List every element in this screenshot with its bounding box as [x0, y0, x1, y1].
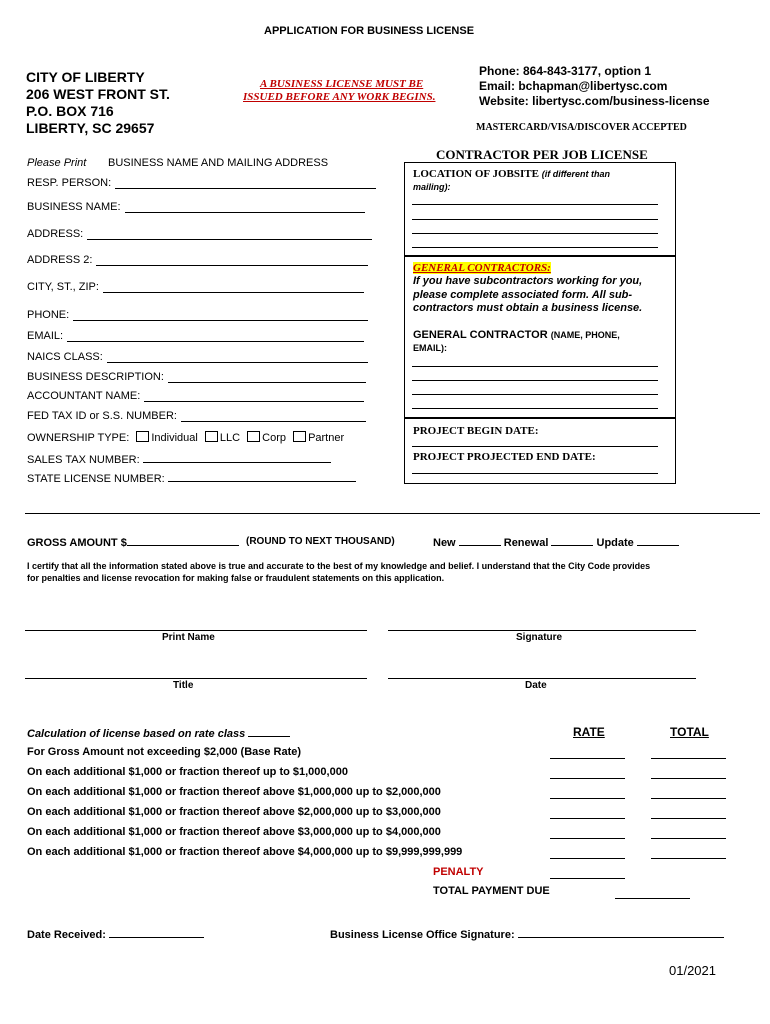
sales-tax-blank[interactable]	[143, 452, 331, 463]
field-blank-line[interactable]	[107, 362, 368, 363]
date-received-row	[27, 927, 204, 941]
gc-note2: EMAIL):	[413, 343, 447, 353]
renewal-label: Renewal	[503, 537, 549, 549]
rate-line[interactable]	[550, 818, 625, 819]
print-name-label: Print Name	[162, 632, 215, 643]
ownership-individual-label: Individual	[151, 432, 198, 444]
gc-label: GENERAL CONTRACTOR	[413, 329, 548, 341]
title-label: Title	[173, 680, 194, 691]
field-blank-line[interactable]	[144, 401, 364, 402]
calc-row-label: On each additional $1,000 or fraction thereof above $4,000,000 up to $9,999,999,999	[27, 846, 463, 858]
contractor-title: CONTRACTOR PER JOB LICENSE	[436, 147, 648, 162]
total-line[interactable]	[651, 798, 726, 799]
signature-line[interactable]	[388, 630, 696, 631]
new-blank[interactable]	[459, 535, 501, 546]
state-license-field[interactable]	[27, 471, 356, 485]
new-label: New	[433, 537, 456, 549]
update-label: Update	[596, 537, 634, 549]
certify-line1: I certify that all the information stated above is true and accurate to the best of my knowledge and belief. I understand that the City Code provides	[27, 561, 651, 571]
total-line[interactable]	[651, 838, 726, 839]
field-row-2[interactable]	[27, 228, 83, 240]
office-signature-label: Business License Office Signature:	[330, 929, 515, 941]
contact-email[interactable]: Email: bchapman@libertysc.com	[479, 79, 668, 93]
field-label: ACCOUNTANT NAME:	[27, 390, 141, 402]
field-row-3[interactable]	[27, 254, 92, 266]
field-label: RESP. PERSON:	[27, 177, 112, 189]
gc-text-line1: If you have subcontractors working for you,	[413, 275, 643, 287]
jobsite-line-1[interactable]	[412, 204, 658, 205]
rate-line[interactable]	[550, 798, 625, 799]
license-notice-line1: A BUSINESS LICENSE MUST BE	[260, 78, 424, 90]
gc-line-4[interactable]	[412, 408, 658, 409]
date-received-label: Date Received:	[27, 929, 106, 941]
total-header: TOTAL	[670, 725, 709, 739]
field-label: BUSINESS NAME:	[27, 201, 121, 213]
field-blank-line[interactable]	[67, 341, 364, 342]
gc-line-1[interactable]	[412, 366, 658, 367]
ownership-type-label: OWNERSHIP TYPE:	[27, 432, 130, 444]
field-label: NAICS CLASS:	[27, 351, 103, 363]
city-street: 206 WEST FRONT ST.	[26, 86, 170, 102]
field-row-9[interactable]	[27, 390, 140, 402]
title-line[interactable]	[25, 678, 367, 679]
calc-row-label: On each additional $1,000 or fraction thereof above $2,000,000 up to $3,000,000	[27, 806, 441, 818]
sales-tax-label: SALES TAX NUMBER:	[27, 454, 140, 466]
project-begin-line[interactable]	[412, 446, 658, 447]
ownership-corp-checkbox[interactable]	[247, 431, 260, 442]
field-row-10[interactable]	[27, 410, 177, 422]
state-license-blank[interactable]	[168, 471, 356, 482]
ownership-partner-label: Partner	[308, 432, 345, 444]
rate-line[interactable]	[550, 838, 625, 839]
date-label: Date	[525, 680, 547, 691]
calc-heading-row	[27, 726, 290, 740]
calc-heading: Calculation of license based on rate class	[27, 728, 246, 740]
ownership-llc-label: LLC	[219, 432, 241, 444]
ownership-type-row	[27, 431, 344, 444]
gc-label-row	[413, 329, 620, 341]
general-contractors-title: GENERAL CONTRACTORS:	[413, 262, 551, 274]
field-blank-line[interactable]	[87, 239, 372, 240]
office-signature-blank[interactable]	[518, 927, 724, 938]
total-line[interactable]	[651, 758, 726, 759]
state-license-label: STATE LICENSE NUMBER:	[27, 473, 165, 485]
jobsite-line-4[interactable]	[412, 247, 658, 248]
jobsite-label-row	[413, 168, 610, 180]
total-due-line[interactable]	[615, 898, 690, 899]
ownership-partner-checkbox[interactable]	[293, 431, 306, 442]
field-row-1[interactable]	[27, 201, 121, 213]
gross-amount-label: GROSS AMOUNT $	[27, 537, 127, 549]
calc-row-label: On each additional $1,000 or fraction thereof above $1,000,000 up to $2,000,000	[27, 786, 441, 798]
city-po-box: P.O. BOX 716	[26, 103, 114, 119]
rate-line[interactable]	[550, 778, 625, 779]
field-label: ADDRESS:	[27, 228, 84, 240]
rate-header: RATE	[573, 725, 605, 739]
update-blank[interactable]	[637, 535, 679, 546]
ownership-individual-checkbox[interactable]	[136, 431, 149, 442]
field-row-8[interactable]	[27, 371, 164, 383]
gc-line-2[interactable]	[412, 380, 658, 381]
gc-note: (NAME, PHONE,	[550, 330, 620, 340]
field-row-5[interactable]	[27, 309, 69, 321]
total-line[interactable]	[651, 778, 726, 779]
gross-amount-blank[interactable]	[127, 535, 239, 546]
gc-text-line2: please complete associated form. All sub-	[413, 289, 633, 301]
field-blank-line[interactable]	[96, 265, 368, 266]
gc-text-line3: contractors must obtain a business license.	[413, 302, 643, 314]
field-blank-line[interactable]	[115, 188, 376, 189]
field-row-0[interactable]	[27, 177, 111, 189]
field-blank-line[interactable]	[125, 212, 365, 213]
signature-label: Signature	[516, 632, 563, 643]
license-notice-line2: ISSUED BEFORE ANY WORK BEGINS.	[243, 91, 436, 103]
field-label: EMAIL:	[27, 330, 64, 342]
field-blank-line[interactable]	[73, 320, 368, 321]
ownership-corp-label: Corp	[262, 432, 286, 444]
renewal-blank[interactable]	[551, 535, 593, 546]
field-label: PHONE:	[27, 309, 70, 321]
total-line[interactable]	[651, 858, 726, 859]
rate-line[interactable]	[550, 858, 625, 859]
jobsite-line-3[interactable]	[412, 233, 658, 234]
section-divider	[25, 513, 760, 514]
penalty-line[interactable]	[550, 878, 625, 879]
license-type-row	[433, 535, 679, 549]
field-row-7[interactable]	[27, 351, 103, 363]
total-due-label: TOTAL PAYMENT DUE	[433, 885, 550, 897]
revision-date: 01/2021	[669, 963, 716, 978]
sales-tax-field[interactable]	[27, 452, 331, 466]
jobsite-note2: mailing):	[413, 182, 451, 192]
field-label: FED TAX ID or S.S. NUMBER:	[27, 410, 177, 422]
rate-line[interactable]	[550, 758, 625, 759]
project-begin-label: PROJECT BEGIN DATE:	[413, 425, 539, 437]
payment-methods: MASTERCARD/VISA/DISCOVER ACCEPTED	[476, 122, 687, 133]
field-label: BUSINESS DESCRIPTION:	[27, 371, 164, 383]
city-name: CITY OF LIBERTY	[26, 69, 145, 85]
field-label: ADDRESS 2:	[27, 254, 93, 266]
project-end-line[interactable]	[412, 473, 658, 474]
contact-phone: Phone: 864-843-3177, option 1	[479, 64, 652, 78]
gross-amount-row	[27, 535, 239, 549]
field-blank-line[interactable]	[168, 382, 366, 383]
print-name-line[interactable]	[25, 630, 367, 631]
jobsite-label: LOCATION OF JOBSITE	[413, 168, 539, 180]
field-row-6[interactable]	[27, 330, 63, 342]
field-blank-line[interactable]	[181, 421, 366, 422]
jobsite-line-2[interactable]	[412, 219, 658, 220]
field-label: CITY, ST., ZIP:	[27, 281, 99, 293]
jobsite-note: (if different than	[541, 169, 611, 179]
total-line[interactable]	[651, 818, 726, 819]
contact-website[interactable]: Website: libertysc.com/business-license	[479, 94, 710, 108]
field-row-4[interactable]	[27, 281, 99, 293]
date-line[interactable]	[388, 678, 696, 679]
penalty-label: PENALTY	[433, 866, 484, 878]
ownership-llc-checkbox[interactable]	[205, 431, 218, 442]
field-blank-line[interactable]	[103, 292, 364, 293]
rate-class-blank[interactable]	[248, 726, 290, 737]
calc-row-label: On each additional $1,000 or fraction thereof up to $1,000,000	[27, 766, 348, 778]
certify-line2: for penalties and license revocation for making false or fraudulent statements on this application.	[27, 573, 445, 583]
city-state-zip: LIBERTY, SC 29657	[26, 120, 155, 136]
round-note: (ROUND TO NEXT THOUSAND)	[246, 536, 395, 547]
office-signature-row	[330, 927, 724, 941]
calc-row-label: For Gross Amount not exceeding $2,000 (Base Rate)	[27, 746, 302, 758]
project-end-label: PROJECT PROJECTED END DATE:	[413, 451, 596, 463]
please-print-label: Please Print	[27, 157, 87, 169]
form-title: APPLICATION FOR BUSINESS LICENSE	[264, 25, 475, 37]
gc-line-3[interactable]	[412, 394, 658, 395]
date-received-blank[interactable]	[109, 927, 204, 938]
calc-row-label: On each additional $1,000 or fraction thereof above $3,000,000 up to $4,000,000	[27, 826, 441, 838]
mailing-section-title: BUSINESS NAME AND MAILING ADDRESS	[108, 157, 329, 169]
